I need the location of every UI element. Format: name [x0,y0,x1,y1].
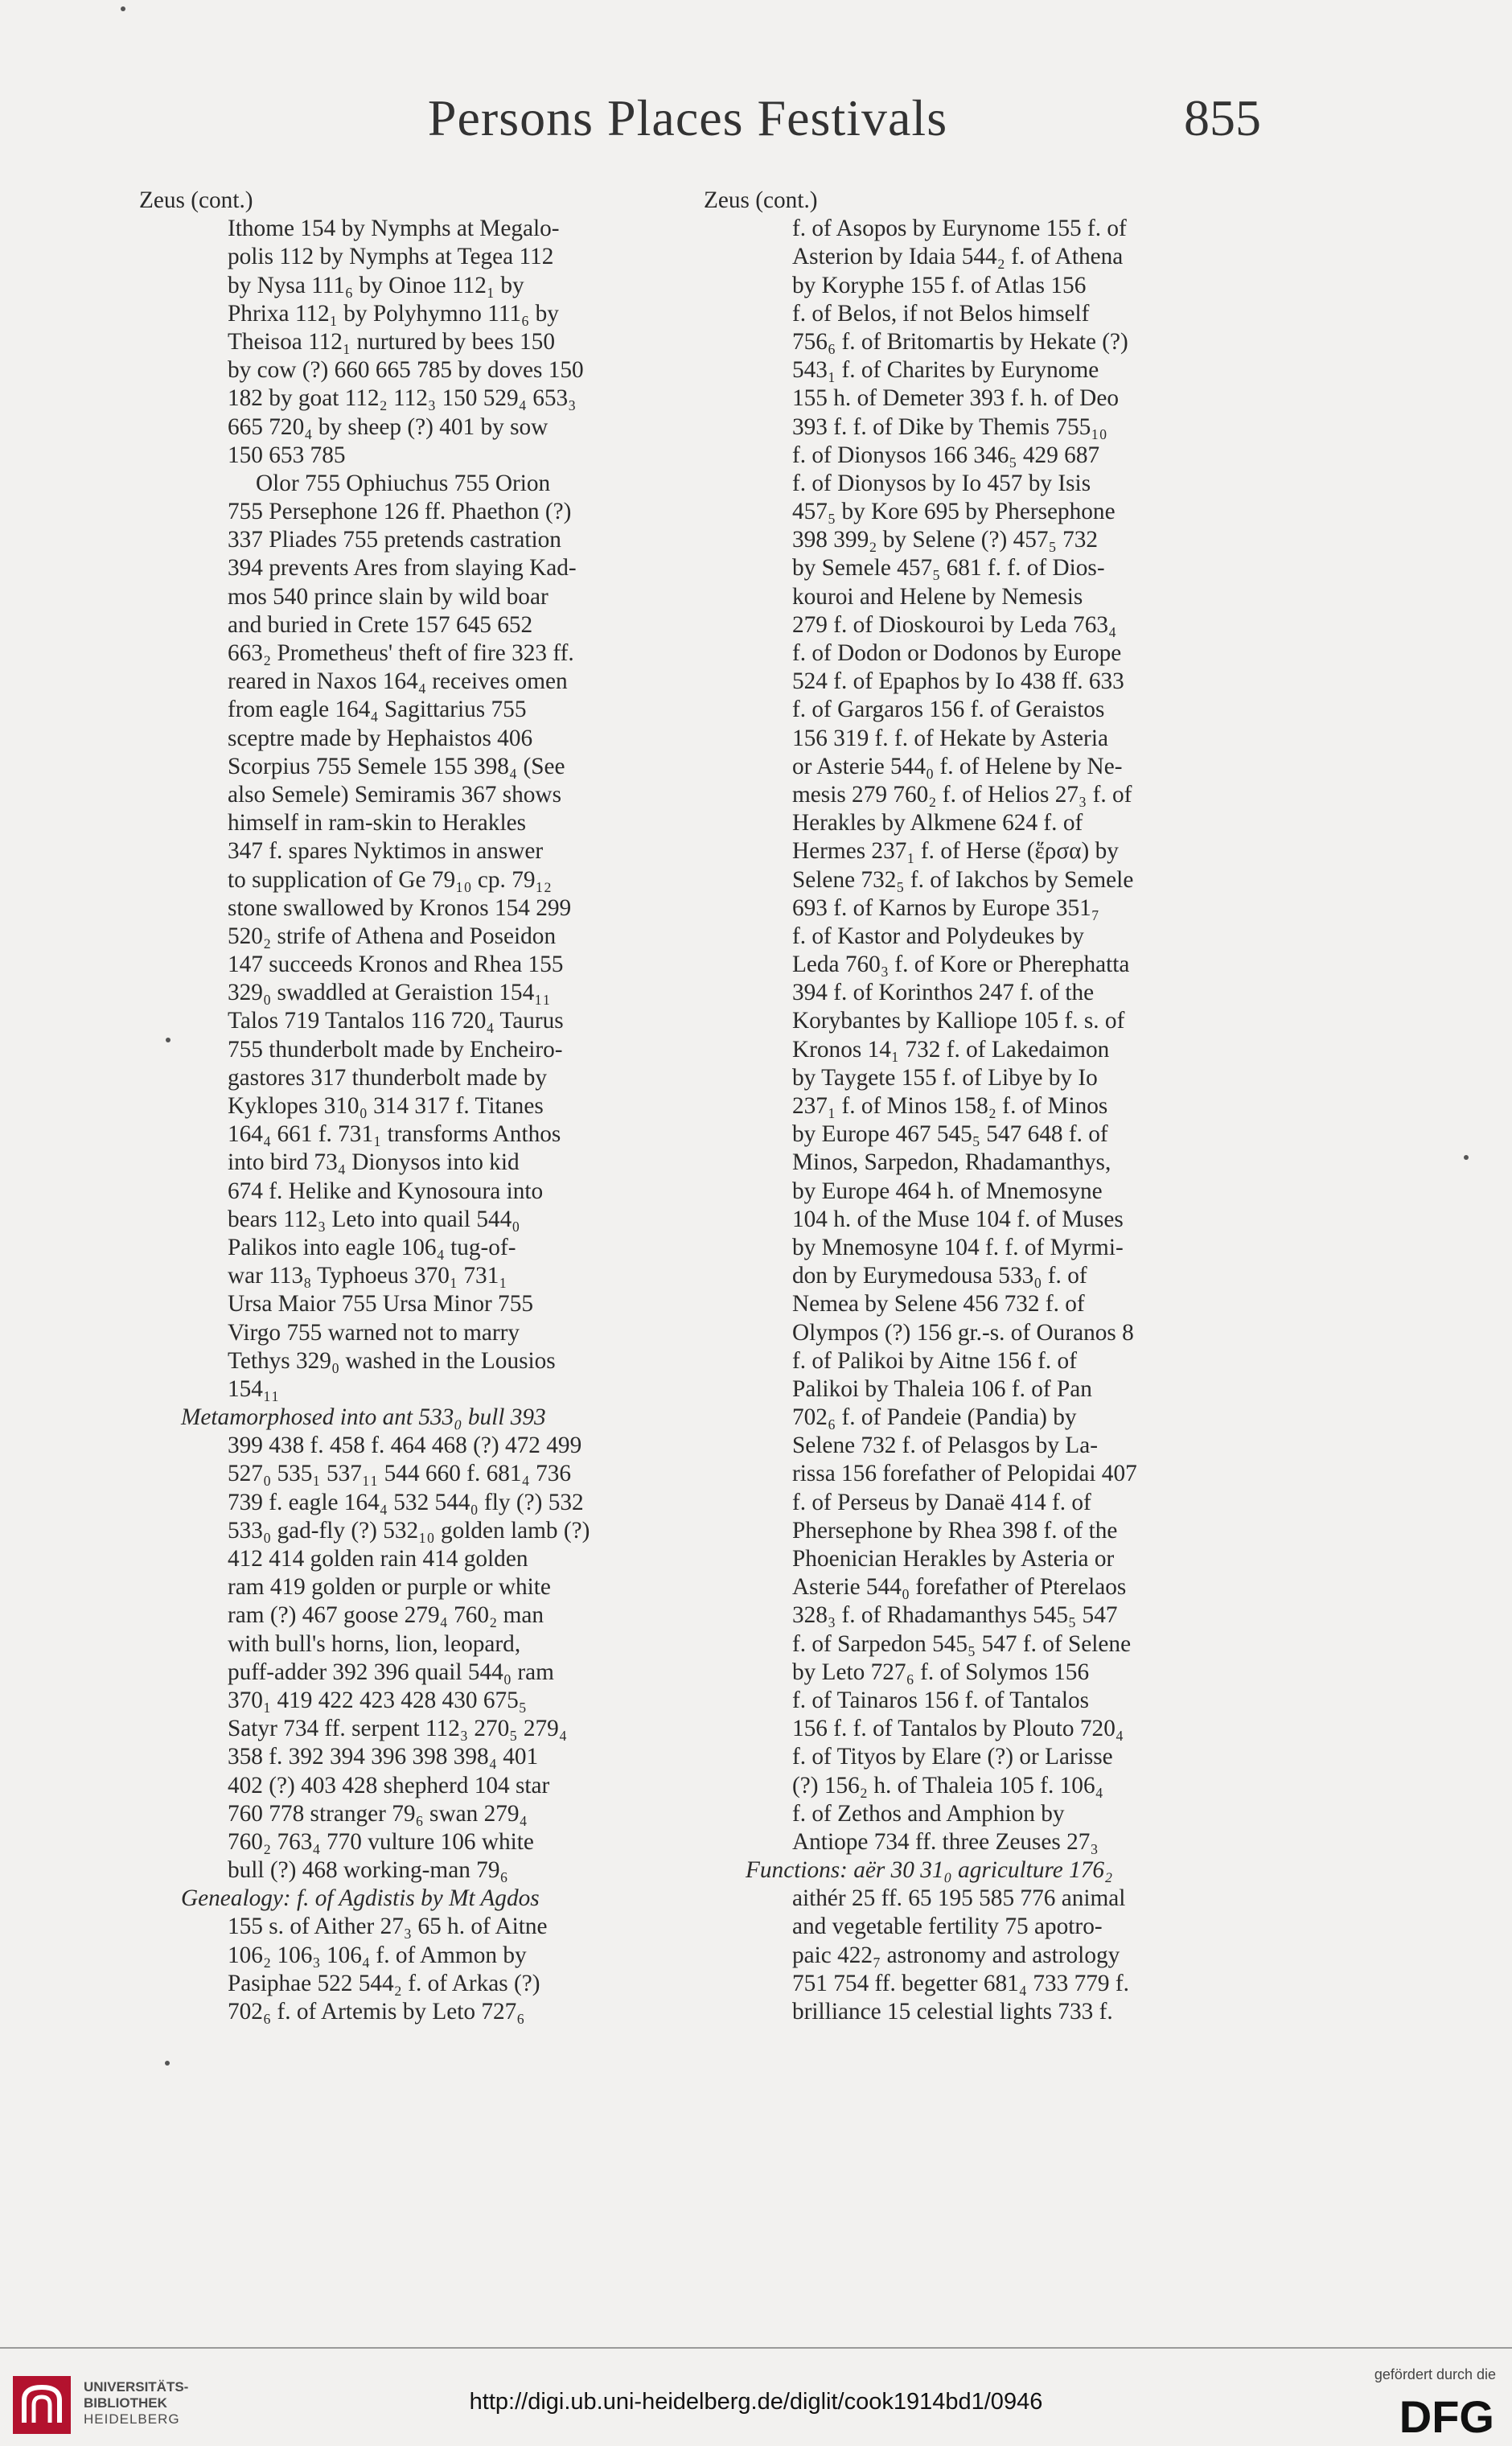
index-line: by Leto 727₆ f. of Solymos 156 [792,1659,1090,1685]
index-line: 402 (?) 403 428 shepherd 104 star [228,1772,550,1799]
index-line: puff-adder 392 396 quail 544₀ ram [228,1659,554,1685]
index-line: and buried in Crete 157 645 652 [228,611,533,638]
page-number: 855 [1184,89,1261,146]
index-line: 755 Persephone 126 ff. Phaethon (?) [228,499,572,525]
dfg-logo-text: DFG [1399,2392,1494,2437]
index-line: f. of Dodon or Dodonos by Europe [792,640,1122,666]
index-line: 347 f. spares Nyktimos in answer [228,838,544,865]
index-line: 154₁₁ [228,1375,280,1402]
index-line: Ithome 154 by Nymphs at Megalo- [228,216,560,242]
index-line: Pasiphae 522 544₂ f. of Arkas (?) [228,1970,540,1996]
index-line: Ursa Maior 755 Ursa Minor 755 [228,1291,533,1318]
index-line: by Europe 467 545₅ 547 648 f. of [792,1121,1108,1148]
index-line: Kyklopes 310₀ 314 317 f. Titanes [228,1093,544,1119]
index-line: 358 f. 392 394 396 398 398₄ 401 [228,1744,539,1770]
index-line: (?) 156₂ h. of Thaleia 105 f. 106₄ [792,1772,1103,1799]
library-name-line: BIBLIOTHEK [84,2395,167,2411]
scan-speck [165,2061,170,2066]
index-line: by cow (?) 660 665 785 by doves 150 [228,357,584,384]
index-line: 751 754 ff. begetter 681₄ 733 779 f. [792,1970,1129,1996]
index-line: 104 h. of the Muse 104 f. of Muses [792,1206,1124,1232]
index-line: 663₂ Prometheus' theft of fire 323 ff. [228,640,574,666]
index-line: f. of Perseus by Danaë 414 f. of [792,1489,1091,1515]
index-line: don by Eurymedousa 533₀ f. of [792,1263,1087,1289]
index-line: Asterion by Idaia 544₂ f. of Athena [792,244,1124,270]
library-name-line: UNIVERSITÄTS- [84,2379,189,2395]
index-line: gastores 317 thunderbolt made by [228,1064,548,1091]
index-line: f. of Belos, if not Belos himself [792,300,1090,327]
index-line: polis 112 by Nymphs at Tegea 112 [228,244,554,270]
index-line: by Taygete 155 f. of Libye by Io [792,1064,1098,1091]
library-city-line: HEIDELBERG [84,2411,180,2427]
index-column-right [704,187,1235,2026]
permalink-url[interactable]: http://digi.ub.uni-heidelberg.de/diglit/cook1914bd1/0946 [469,2389,1043,2415]
index-line: 739 f. eagle 164₄ 532 544₀ fly (?) 532 [228,1489,584,1515]
index-line: f. of Zethos and Amphion by [792,1800,1065,1827]
index-line: 147 succeeds Kronos and Rhea 155 [228,952,564,978]
entry-heading: Zeus (cont.) [139,187,253,213]
index-line: 760₂ 763₄ 770 vulture 106 white [228,1828,534,1855]
index-line: f. of Tityos by Elare (?) or Larisse [792,1744,1113,1770]
index-line: paic 422₇ astronomy and astrology [792,1942,1120,1968]
index-line: 520₂ strife of Athena and Poseidon [228,923,557,949]
index-line: by Mnemosyne 104 f. f. of Myrmi- [792,1234,1124,1260]
index-line: 156 319 f. f. of Hekate by Asteria [792,725,1108,751]
index-line: Genealogy: f. of Agdistis by Mt Agdos [181,1885,540,1912]
index-line: 394 f. of Korinthos 247 f. of the [792,980,1095,1006]
index-line: reared in Naxos 164₄ receives omen [228,668,568,695]
index-line: 337 Pliades 755 pretends castration [228,527,561,553]
index-line: kouroi and Helene by Nemesis [792,583,1083,610]
index-line: 399 438 f. 458 f. 464 468 (?) 472 499 [228,1433,582,1459]
digitization-footer [0,2347,1512,2446]
index-line: 329₀ swaddled at Geraistion 154₁₁ [228,980,551,1006]
index-line: 182 by goat 112₂ 112₃ 150 529₄ 653₃ [228,385,577,412]
index-line: rissa 156 forefather of Pelopidai 407 [792,1461,1137,1487]
university-library-name [84,2379,188,2428]
index-line: to supplication of Ge 79₁₀ cp. 79₁₂ [228,866,552,893]
index-line: 755 thunderbolt made by Encheiro- [228,1036,563,1063]
index-line: 533₀ gad-fly (?) 532₁₀ golden lamb (?) [228,1517,590,1544]
index-line: mesis 279 760₂ f. of Helios 27₃ f. of [792,781,1132,808]
index-line: 237₁ f. of Minos 158₂ f. of Minos [792,1093,1108,1119]
index-line: f. of Palikoi by Aitne 156 f. of [792,1347,1077,1374]
index-line: into bird 73₄ Dionysos into kid [228,1149,520,1176]
index-line: or Asterie 544₀ f. of Helene by Ne- [792,753,1123,779]
index-line: mos 540 prince slain by wild boar [228,583,549,610]
index-line: by Semele 457₅ 681 f. f. of Dios- [792,555,1105,582]
index-line: 328₃ f. of Rhadamanthys 545₅ 547 [792,1602,1118,1629]
index-line: war 113₈ Typhoeus 370₁ 731₁ [228,1263,507,1289]
index-line: Functions: aër 30 31₀ agriculture 176₂ [746,1857,1113,1884]
university-library-logo-icon [13,2376,71,2434]
index-line: 702₆ f. of Artemis by Leto 727₆ [228,1999,525,2025]
index-line: Herakles by Alkmene 624 f. of [792,810,1083,837]
index-line: Minos, Sarpedon, Rhadamanthys, [792,1149,1111,1176]
index-line: by Europe 464 h. of Mnemosyne [792,1178,1103,1204]
index-line: 164₄ 661 f. 731₁ transforms Anthos [228,1121,561,1148]
index-line: f. of Gargaros 156 f. of Geraistos [792,697,1105,723]
index-line: Olympos (?) 156 gr.-s. of Ouranos 8 [792,1319,1134,1346]
index-line: with bull's horns, lion, leopard, [228,1630,521,1657]
index-line: 543₁ f. of Charites by Eurynome [792,357,1099,384]
index-line: by Koryphe 155 f. of Atlas 156 [792,272,1087,298]
index-line: f. of Sarpedon 545₅ 547 f. of Selene [792,1630,1132,1657]
index-line: Kronos 14₁ 732 f. of Lakedaimon [792,1036,1110,1063]
index-line: 665 720₄ by sheep (?) 401 by sow [228,413,549,440]
index-lines-right [704,215,1235,2026]
index-line: 155 h. of Demeter 393 f. h. of Deo [792,385,1119,412]
index-line: 394 prevents Ares from slaying Kad- [228,555,577,582]
index-line: 524 f. of Epaphos by Io 438 ff. 633 [792,668,1124,695]
index-line: Scorpius 755 Semele 155 398₄ (See [228,753,565,779]
index-line: himself in ram-skin to Herakles [228,810,527,837]
index-line: bull (?) 468 working-man 79₆ [228,1857,508,1884]
index-line: Talos 719 Tantalos 116 720₄ Taurus [228,1008,564,1034]
index-line: f. of Kastor and Polydeukes by [792,923,1084,949]
index-line: Antiope 734 ff. three Zeuses 27₃ [792,1828,1099,1855]
index-line: bears 112₃ Leto into quail 544₀ [228,1206,520,1232]
dfg-logo-icon [1351,2392,1496,2437]
footer-divider [0,2347,1512,2349]
index-line: 279 f. of Dioskouroi by Leda 763₄ [792,611,1117,638]
funding-caption: gefördert durch die [1374,2366,1496,2382]
index-line: Korybantes by Kalliope 105 f. s. of [792,1008,1125,1034]
index-line: f. of Asopos by Eurynome 155 f. of [792,216,1127,242]
index-line: Tethys 329₀ washed in the Lousios [228,1347,556,1374]
index-line: Metamorphosed into ant 533₀ bull 393 [181,1404,546,1431]
index-line: Satyr 734 ff. serpent 112₃ 270₅ 279₄ [228,1716,568,1742]
index-line: by Nysa 111₆ by Oinoe 112₁ by [228,272,524,298]
index-line: 693 f. of Karnos by Europe 351₇ [792,894,1100,921]
index-line: Phrixa 112₁ by Polyhymno 111₆ by [228,300,559,327]
entry-heading: Zeus (cont.) [704,187,818,213]
index-line: 702₆ f. of Pandeie (Pandia) by [792,1404,1077,1431]
index-line: from eagle 164₄ Sagittarius 755 [228,697,527,723]
index-line: sceptre made by Hephaistos 406 [228,725,533,751]
index-line: 674 f. Helike and Kynosoura into [228,1178,544,1204]
index-line: brilliance 15 celestial lights 733 f. [792,1999,1113,2025]
index-line: Palikoi by Thaleia 106 f. of Pan [792,1375,1092,1402]
index-line: 150 653 785 [228,442,346,468]
index-line: Selene 732 f. of Pelasgos by La- [792,1433,1098,1459]
index-line: 393 f. f. of Dike by Themis 755₁₀ [792,413,1107,440]
index-line: Hermes 237₁ f. of Herse (ἕρσα) by [792,838,1119,865]
index-line: Olor 755 Ophiuchus 755 Orion [256,470,551,496]
index-line: Phoenician Herakles by Asteria or [792,1546,1115,1572]
index-lines-left [139,215,670,2026]
index-line: Virgo 755 warned not to marry [228,1319,520,1346]
index-line: f. of Dionysos 166 346₅ 429 687 [792,442,1100,468]
index-line: Asterie 544₀ forefather of Pterelaos [792,1574,1127,1601]
index-line: 412 414 golden rain 414 golden [228,1546,528,1572]
index-column-left [139,187,670,2026]
index-line: also Semele) Semiramis 367 shows [228,781,561,808]
index-line: ram (?) 467 goose 279₄ 760₂ man [228,1602,544,1629]
index-line: Leda 760₃ f. of Kore or Pherephatta [792,952,1130,978]
scan-speck [121,6,125,11]
index-line: Theisoa 112₁ nurtured by bees 150 [228,328,555,355]
index-line: stone swallowed by Kronos 154 299 [228,894,572,921]
index-line: 106₂ 106₃ 106₄ f. of Ammon by [228,1942,527,1968]
index-line: f. of Tainaros 156 f. of Tantalos [792,1687,1090,1713]
running-head-title: Persons Places Festivals [427,89,948,146]
index-line: 370₁ 419 422 423 428 430 675₅ [228,1687,527,1713]
index-line: 760 778 stranger 79₆ swan 279₄ [228,1800,528,1827]
index-line: 527₀ 535₁ 537₁₁ 544 660 f. 681₄ 736 [228,1461,572,1487]
index-line: 756₆ f. of Britomartis by Hekate (?) [792,328,1128,355]
index-line: and vegetable fertility 75 apotro- [792,1914,1103,1940]
index-line: Phersephone by Rhea 398 f. of the [792,1517,1118,1544]
index-line: 457₅ by Kore 695 by Phersephone [792,499,1116,525]
scan-speck [1464,1155,1469,1160]
index-line: f. of Dionysos by Io 457 by Isis [792,470,1091,496]
index-line: 156 f. f. of Tantalos by Plouto 720₄ [792,1716,1124,1742]
index-line: aithér 25 ff. 65 195 585 776 animal [792,1885,1126,1912]
scan-speck [166,1038,171,1042]
index-line: Selene 732₅ f. of Iakchos by Semele [792,866,1134,893]
index-line: Palikos into eagle 106₄ tug-of- [228,1234,516,1260]
index-line: 155 s. of Aither 27₃ 65 h. of Aitne [228,1914,548,1940]
index-line: Nemea by Selene 456 732 f. of [792,1291,1085,1318]
index-line: 398 399₂ by Selene (?) 457₅ 732 [792,527,1099,553]
index-line: ram 419 golden or purple or white [228,1574,551,1601]
